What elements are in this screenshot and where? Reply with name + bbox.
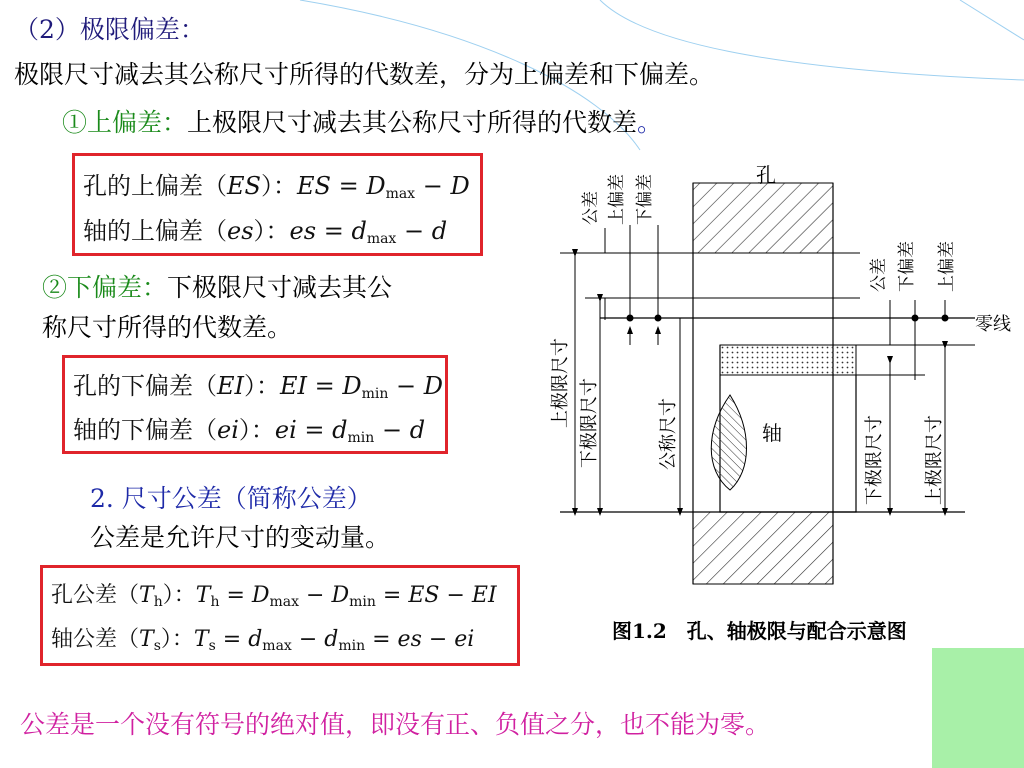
lower-deviation-line (42, 268, 392, 304)
formula-hole-ei: 孔的下偏差（EI）：EI = $D_{min} - D$ (73, 372, 444, 402)
lower-deviation-text: 下极限尺寸减去其公 (167, 273, 393, 302)
zero-line-label: 零线 (975, 314, 1011, 335)
formula-shaft-ei: 轴的下偏差（ei）：ei = $d_{min} - d$ (73, 416, 426, 446)
right-vertical-labels (863, 415, 945, 505)
svg-text:下极限尺寸: 下极限尺寸 (579, 378, 600, 468)
formula-shaft-es: 轴的上偏差（es）：es = $d_{max} - d$ (83, 217, 448, 247)
tolerance-formula-box (40, 565, 520, 666)
formula-hole-es: 孔的上偏差（ES）：ES = $D_{max} - D$ (83, 172, 470, 202)
limits-fit-diagram (530, 150, 1024, 650)
right-top-labels (869, 241, 957, 292)
svg-text:公差: 公差 (869, 258, 889, 292)
tolerance-text: 公差是允许尺寸的变动量。 (90, 523, 391, 552)
footer-note: 公差是一个没有符号的绝对值，即没有正、负值之分，也不能为零。 (20, 710, 771, 739)
svg-text:上偏差: 上偏差 (607, 174, 627, 225)
svg-text:上偏差: 上偏差 (937, 241, 957, 292)
upper-deviation-label: ①上偏差： (62, 108, 188, 137)
lower-formula-box (62, 355, 448, 454)
hole-label: 孔 (756, 163, 776, 187)
upper-formula-box (72, 153, 483, 256)
upper-deviation-text: 上极限尺寸减去其公称尺寸所得的代数差 (187, 108, 638, 137)
svg-text:下极限尺寸: 下极限尺寸 (864, 415, 885, 505)
svg-text:下偏差: 下偏差 (635, 174, 655, 225)
lower-deviation-label: ②下偏差： (42, 273, 168, 302)
svg-text:上极限尺寸: 上极限尺寸 (924, 415, 945, 505)
section-heading: （2）极限偏差： (14, 15, 205, 44)
left-vertical-labels (549, 338, 679, 470)
svg-text:下偏差: 下偏差 (897, 241, 917, 292)
lower-deviation-text2: 称尺寸所得的代数差。 (42, 313, 293, 342)
tolerance-title: 2. 尺寸公差（简称公差） (90, 484, 372, 513)
upper-deviation-line: ①上偏差：上极限尺寸减去其公称尺寸所得的代数差。 (62, 108, 663, 137)
svg-text:公差: 公差 (581, 191, 601, 225)
diagram-caption: 图1.2 孔、轴极限与配合示意图 (612, 619, 907, 643)
svg-text:上极限尺寸: 上极限尺寸 (550, 338, 571, 428)
formula-hole-tolerance: 孔公差$(T_h)$：$T_h = D_{max} - D_{min}$ = ES − EI (51, 583, 497, 610)
shaft-label: 轴 (762, 421, 782, 445)
corner-accent (932, 648, 1024, 768)
formula-shaft-tolerance: 轴公差$(T_s)$：$T_s = d_{max} - d_{min}$ = es − ei (51, 627, 475, 654)
intro-text: 极限尺寸减去其公称尺寸所得的代数差，分为上偏差和下偏差。 (14, 60, 715, 89)
svg-text:公称尺寸: 公称尺寸 (658, 398, 679, 470)
left-top-labels (581, 174, 655, 225)
